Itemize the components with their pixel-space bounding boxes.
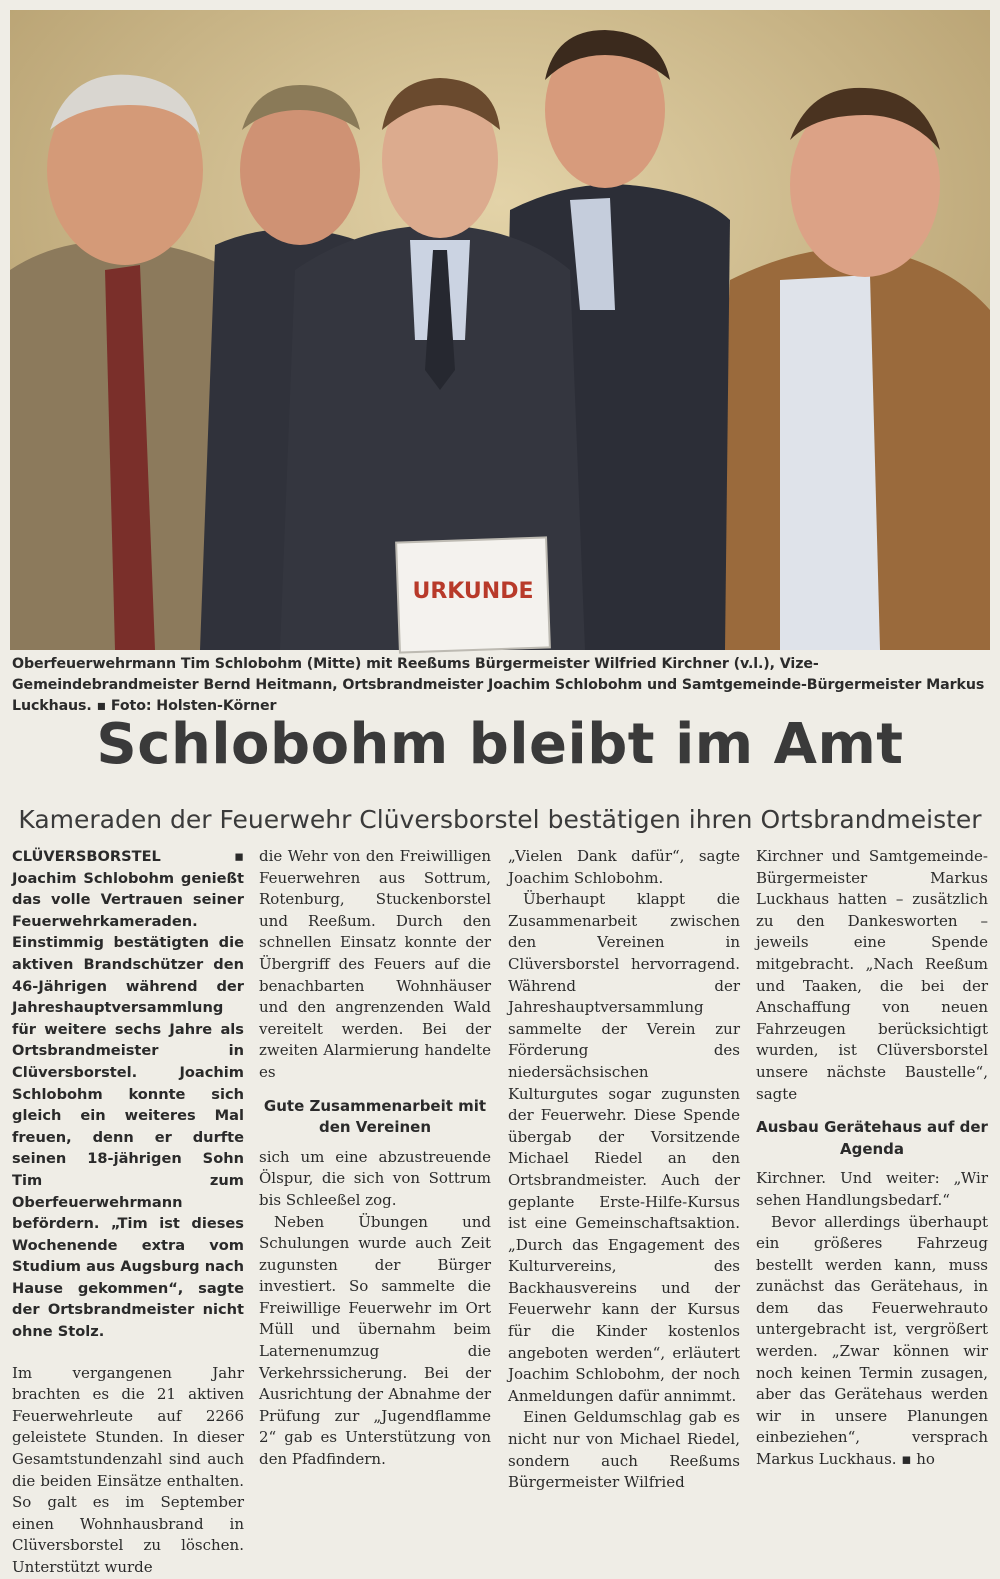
photo-caption: Oberfeuerwehrmann Tim Schlobohm (Mitte) mit Reeßums Bürgermeister Wilfried Kirchner (v.l.), Vize-Gemeindebrandmeister Bernd Heitmann, Ortsbrandmeister Joachim Schlobohm und Samtgemeinde-Bürgermeister Markus Luckhaus. ▪ Foto: Holsten-Körner [12,656,985,714]
dateline: CLÜVERSBORSTEL ▪ [12,848,244,865]
lead-paragraph [12,846,244,1343]
paragraph: die Wehr von den Freiwilligen Feuerwehren aus Sottrum, Rotenburg, Stuckenborstel und Reeßum. Durch den schnellen Einsatz konnte der Übergriff des Feuers auf die benachbarten Wohnhäuser und den angrenzenden Wald vereitelt werden. Bei der zweiten Alarmierung handelte es [259,847,491,1081]
article-headline: Schlobohm bleibt im Amt [96,712,904,777]
paragraph: Kirchner. Und weiter: „Wir sehen Handlungsbedarf.“ [756,1169,988,1209]
section-subhead: Gute Zusammenarbeit mit den Vereinen [263,1096,487,1137]
paragraph: Einen Geldumschlag gab es nicht nur von Michael Riedel, sondern auch Reeßums Bürgermeister Wilfried [508,1408,740,1492]
paragraph: Neben Übungen und Schulungen wurde auch Zeit zugunsten der Bürger investiert. So sammelte die Freiwillige Feuerwehr im Ort Müll und übernahm beim Laternenumzug die Verkehrssicherung. Bei der Ausrichtung der Abnahme der Prüfung zur „Jugendflamme 2“ gab es Unterstützung von den Pfadfindern. [259,1212,491,1469]
article-column-3 [508,846,740,1492]
group-photo-illustration [10,10,990,650]
article-column-2 [259,846,491,1469]
paragraph: Kirchner und Samtgemeinde-Bürgermeister Markus Luckhaus hatten – zusätzlich zu den Dankesworten – jeweils eine Spende mitgebracht. „Nach Reeßum und Taaken, die bei der Anschaffung von neuen Fahrzeugen berücksichtigt wurden, ist Clüversborstel unsere nächste Baustelle“, sagte [756,847,988,1103]
paragraph: „Vielen Dank dafür“, sagte Joachim Schlobohm. [508,847,740,887]
article-column-4 [756,846,988,1469]
section-subhead: Ausbau Gerätehaus auf der Agenda [756,1118,988,1158]
paragraph: sich um eine abzustreuende Ölspur, die sich von Sottrum bis Schleeßel zog. [259,1147,491,1209]
paragraph: Bevor allerdings überhaupt ein größeres Fahrzeug bestellt werden kann, muss zunächst das Gerätehaus, in dem das Feuerwehrauto untergebracht ist, vergrößert werden. „Zwar können wir noch keinen Termin zusagen, aber das Gerätehaus werden wir in unsere Planungen einbeziehen“, versprach Markus Luckhaus. ▪ ho [756,1212,988,1469]
lead-text: Joachim Schlobohm genießt das volle Vertrauen seiner Feuerwehrkameraden. Einstimmig bestätigten die aktiven Brandschützer den 46-Jährigen während der Jahreshauptversammlung für weitere sechs Jahre als Ortsbrandmeister in Clüversborstel. Joachim Schlobohm konnte sich gleich ein weiteres Mal freuen, denn er durfte seinen 18-jährigen Sohn Tim zum Oberfeuerwehrmann befördern. „Tim ist dieses Wochenende extra vom Studium aus Augsburg nach Hause gekommen“, sagte der Ortsbrandmeister nicht ohne Stolz. [12,869,244,1341]
paragraph: Überhaupt klappt die Zusammenarbeit zwischen den Vereinen in Clüversborstel hervorragend. Während der Jahreshauptversammlung sammelte der Verein zur Förderung des niedersächsischen Kulturgutes sogar zugunsten der Feuerwehr. Diese Spende übergab der Vorsitzende Michael Riedel an den Ortsbrandmeister. Auch der geplante Erste-Hilfe-Kursus ist eine Gemeinschaftsaktion. „Durch das Engagement des Kulturvereins, des Backhausvereins und der Feuerwehr kann der Kursus für die Kinder kostenlos angeboten werden“, erläutert Joachim Schlobohm, der noch Anmeldungen dafür annimmt. [508,890,740,1405]
certificate-text: URKUNDE [412,579,534,604]
article-column-1 [12,846,244,1576]
paragraph: Im vergangenen Jahr brachten es die 21 aktiven Feuerwehrleute auf 2266 geleistete Stunden. In dieser Gesamtstundenzahl sind auch die beiden Einsätze enthalten. So galt es im September einen Wohnhausbrand in Clüversborstel zu löschen. Unterstützt wurde [12,1363,244,1576]
article-subheadline: Kameraden der Feuerwehr Clüversborstel bestätigen ihren Ortsbrandmeister [18,805,982,834]
news-photo [10,10,990,650]
